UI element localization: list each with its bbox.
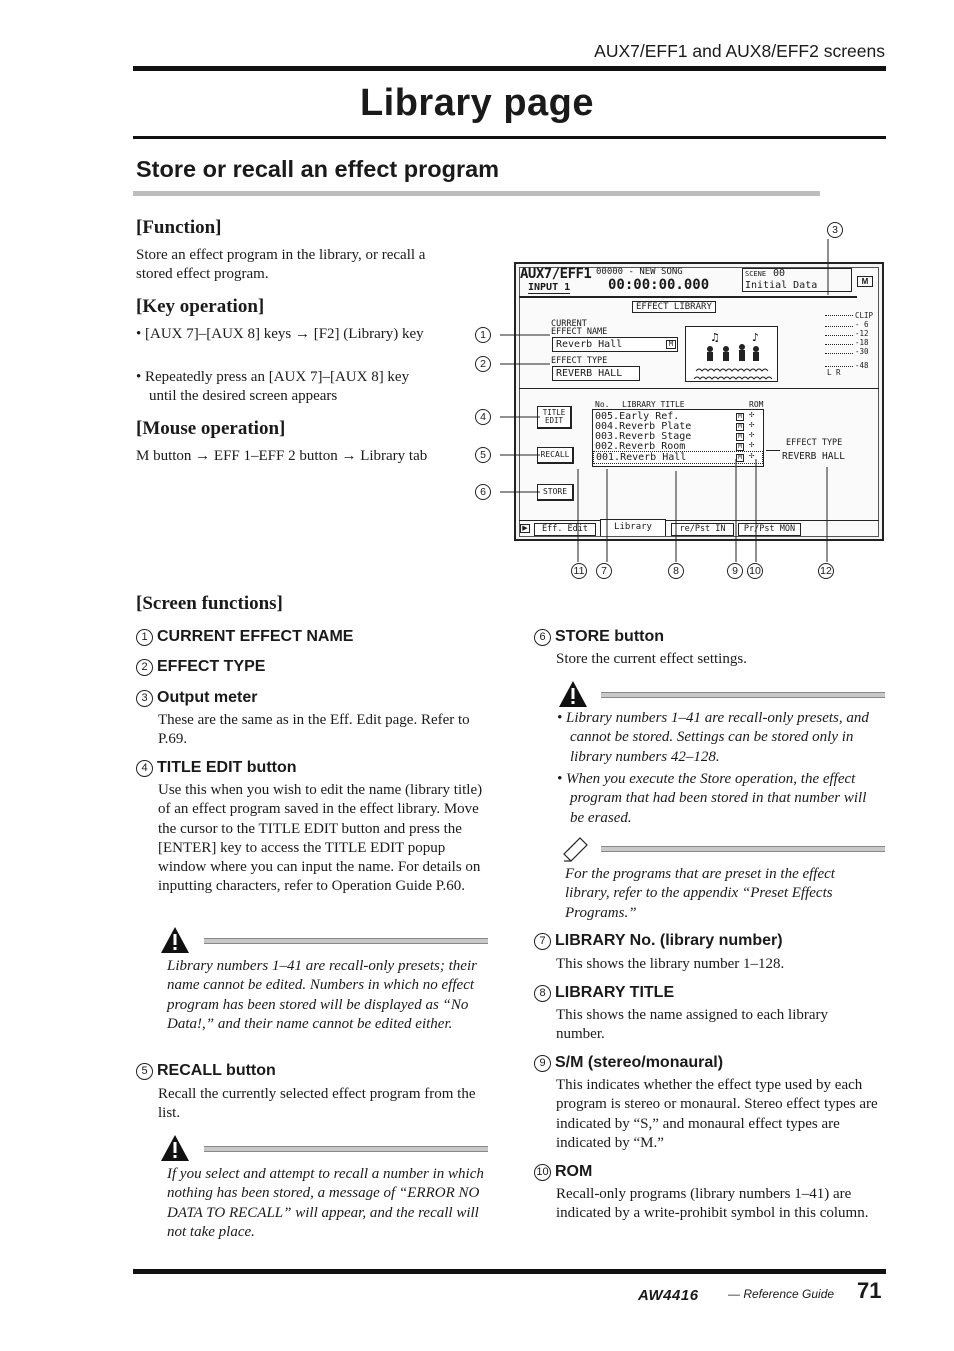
svg-text:♪: ♪ bbox=[752, 331, 760, 344]
meter-label: - 6 bbox=[855, 320, 869, 329]
section-title: Store or recall an effect program bbox=[136, 156, 500, 182]
section-bar bbox=[133, 191, 820, 196]
scene-name: Initial Data bbox=[745, 280, 818, 291]
callout-6: 6 bbox=[475, 484, 491, 500]
aux-label: AUX7/EFF1 bbox=[520, 266, 592, 282]
time-counter: 00:00:00.000 bbox=[608, 277, 710, 293]
list-item[interactable]: 002.Reverb Room bbox=[595, 441, 686, 452]
callout-10: 10 bbox=[747, 563, 763, 579]
item-number: 9 bbox=[534, 1055, 551, 1072]
callout-9: 9 bbox=[727, 563, 743, 579]
warning-icon bbox=[160, 926, 190, 954]
item-title: S/M (stereo/monaural) bbox=[555, 1054, 724, 1071]
item-number: 10 bbox=[534, 1164, 551, 1181]
item-library-title bbox=[534, 984, 674, 1002]
rom-icon: ✢ bbox=[749, 430, 755, 440]
current-sm-mark: M bbox=[666, 340, 676, 349]
warning-text: Library numbers 1–41 are recall-only presets; their name cannot be edited. Numbers in which no effect program has been stored will be displayed as “No Data!,” and their name cannot be edited either. bbox=[167, 958, 477, 1032]
scene-number: 00 bbox=[773, 268, 786, 279]
current-label: CURRENT bbox=[551, 319, 587, 329]
list-item-selected[interactable]: 001.Reverb Hall bbox=[593, 451, 763, 464]
item-text: Use this when you wish to edit the name (library title) of an effect program saved in the effect library. Move the cursor to the TITLE EDIT button and press the [ENTER] key to access the TITLE EDIT popup window where you can input the name. For details on inputting characters, refer to Operation Guide P.60. bbox=[158, 782, 483, 895]
list-item[interactable]: 004.Reverb Plate bbox=[595, 421, 692, 432]
rom-icon: ✢ bbox=[749, 410, 755, 420]
rom-icon: ✢ bbox=[749, 440, 755, 450]
callout-5: 5 bbox=[475, 447, 491, 463]
note-rule bbox=[601, 846, 885, 852]
warning-bullet: • Library numbers 1–41 are recall-only presets, and cannot be stored. Settings can be stored only in library numbers 42–128. bbox=[557, 710, 869, 765]
item-title: LIBRARY TITLE bbox=[555, 984, 675, 1001]
meter-label: -12 bbox=[855, 329, 869, 338]
item-text: This shows the name assigned to each library number. bbox=[556, 1007, 829, 1043]
item-title: Output meter bbox=[157, 689, 258, 706]
item-text: This indicates whether the effect type used by each program is stereo or monaural. Stereo effect types are indicated by “S,” and monaural effect types are indicated by “M.” bbox=[556, 1077, 878, 1151]
warning-text: If you select and attempt to recall a number in which nothing has been stored, a message of “ERROR NO DATA TO RECALL” will appear, and the recall will not take place. bbox=[167, 1166, 484, 1240]
meter-label: -18 bbox=[855, 338, 869, 347]
item-output-meter bbox=[136, 689, 257, 707]
item-library-no bbox=[534, 932, 783, 950]
meter-lr: L R bbox=[827, 368, 841, 377]
item-store bbox=[534, 628, 664, 646]
bottom-rule bbox=[133, 1269, 886, 1274]
item-recall bbox=[136, 1062, 276, 1080]
item-title: CURRENT EFFECT NAME bbox=[157, 628, 354, 645]
guide-label: — Reference Guide bbox=[728, 1287, 835, 1301]
item-title: ROM bbox=[555, 1163, 593, 1180]
sm-mark: M bbox=[736, 423, 744, 431]
rom-icon: ✢ bbox=[749, 420, 755, 430]
item-title-edit bbox=[136, 759, 297, 777]
callout-11: 11 bbox=[571, 563, 587, 579]
item-number: 6 bbox=[534, 629, 551, 646]
list-item[interactable]: 003.Reverb Stage bbox=[595, 431, 692, 442]
callout-8: 8 bbox=[668, 563, 684, 579]
item-title: LIBRARY No. (library number) bbox=[555, 932, 783, 949]
right-effect-type-label: EFFECT TYPE bbox=[786, 438, 843, 448]
input-label: INPUT 1 bbox=[528, 282, 571, 293]
meter-label: -48 bbox=[855, 361, 869, 370]
warning-rule bbox=[204, 938, 488, 944]
mouse-operation-text: M button → EFF 1–EFF 2 button → Library tab bbox=[136, 448, 428, 464]
callout-3: 3 bbox=[827, 222, 843, 238]
item-current-effect-name bbox=[136, 628, 353, 646]
item-text: These are the same as in the Eff. Edit page. Refer to P.69. bbox=[158, 712, 470, 748]
sm-mark: M bbox=[736, 454, 744, 462]
page-number: 71 bbox=[857, 1278, 882, 1303]
function-text: Store an effect program in the library, or recall a stored effect program. bbox=[136, 247, 426, 283]
warning-icon bbox=[558, 680, 588, 708]
warning-icon bbox=[160, 1134, 190, 1162]
song-name: 00000 - NEW SONG bbox=[596, 267, 683, 277]
item-number: 5 bbox=[136, 1063, 153, 1080]
item-number: 4 bbox=[136, 760, 153, 777]
callout-2: 2 bbox=[475, 356, 491, 372]
item-title: TITLE EDIT button bbox=[157, 759, 297, 776]
list-item[interactable]: 005.Early Ref. bbox=[595, 411, 680, 422]
sm-mark: M bbox=[736, 433, 744, 441]
item-title: STORE button bbox=[555, 628, 665, 645]
effect-name-label: EFFECT NAME bbox=[551, 327, 608, 337]
callout-4: 4 bbox=[475, 409, 491, 425]
tab-library[interactable]: Library bbox=[600, 519, 666, 536]
effect-type-value: REVERB HALL bbox=[552, 366, 640, 381]
store-button[interactable]: STORE bbox=[537, 484, 574, 501]
meter-label: -30 bbox=[855, 347, 869, 356]
item-number: 3 bbox=[136, 690, 153, 707]
list-header-no: No. bbox=[595, 400, 610, 409]
item-number: 7 bbox=[534, 933, 551, 950]
item-text: Recall-only programs (library numbers 1–41) are indicated by a write-prohibit symbol in this column. bbox=[556, 1186, 869, 1222]
current-effect-name: Reverb Hall bbox=[552, 337, 678, 352]
tab-scroll-icon[interactable]: ▶ bbox=[520, 524, 530, 533]
scene-label: SCENE bbox=[745, 270, 767, 278]
sm-mark: M bbox=[736, 443, 744, 451]
top-rule bbox=[133, 66, 886, 71]
key-operation-bullet: • [AUX 7]–[AUX 8] keys → [F2] (Library) key bbox=[136, 326, 424, 342]
effect-library-label: EFFECT LIBRARY bbox=[632, 301, 716, 313]
item-title: RECALL button bbox=[157, 1062, 276, 1079]
screen-functions-heading: [Screen functions] bbox=[136, 593, 283, 614]
effect-type-label: EFFECT TYPE bbox=[551, 356, 608, 366]
svg-text:♫: ♫ bbox=[710, 331, 720, 344]
item-text: This shows the library number 1–128. bbox=[556, 956, 785, 972]
callout-12: 12 bbox=[818, 563, 834, 579]
mouse-operation-heading: [Mouse operation] bbox=[136, 418, 286, 439]
item-title: EFFECT TYPE bbox=[157, 658, 266, 675]
item-effect-type bbox=[136, 658, 265, 676]
item-text: Recall the currently selected effect program from the list. bbox=[158, 1086, 476, 1122]
list-header-rom: ROM bbox=[749, 400, 764, 409]
right-effect-type-value: REVERB HALL bbox=[782, 451, 845, 462]
warning-bullet: • When you execute the Store operation, the effect program that had been stored in that number will be erased. bbox=[557, 771, 867, 826]
note-text: For the programs that are preset in the effect library, refer to the appendix “Preset Effects Programs.” bbox=[565, 866, 835, 921]
callout-1: 1 bbox=[475, 327, 491, 343]
warning-rule bbox=[204, 1146, 488, 1152]
list-header-title: LIBRARY TITLE bbox=[622, 400, 685, 409]
item-rom bbox=[534, 1163, 592, 1181]
tab-eff-edit[interactable]: Eff. Edit bbox=[534, 523, 596, 536]
rom-icon: ✢ bbox=[749, 451, 755, 461]
note-icon bbox=[560, 834, 590, 862]
title-rule bbox=[133, 136, 886, 139]
item-number: 2 bbox=[136, 659, 153, 676]
callout-7: 7 bbox=[596, 563, 612, 579]
item-text: Store the current effect settings. bbox=[556, 651, 747, 667]
product-logo: AW4416 bbox=[638, 1287, 699, 1304]
sm-mark: M bbox=[736, 413, 744, 421]
function-heading: [Function] bbox=[136, 217, 222, 238]
meter-label: CLIP bbox=[855, 311, 874, 320]
item-number: 1 bbox=[136, 629, 153, 646]
item-stereo-mono bbox=[534, 1054, 723, 1072]
running-title: AUX7/EFF1 and AUX8/EFF2 screens bbox=[594, 41, 885, 61]
tab-pre-pst-in[interactable]: re/Pst IN bbox=[671, 523, 734, 536]
page-title: Library page bbox=[359, 82, 595, 124]
warning-rule bbox=[601, 692, 885, 698]
item-number: 8 bbox=[534, 985, 551, 1002]
m-button[interactable]: M bbox=[857, 276, 873, 287]
tab-pre-pst-mon[interactable]: Pr/Pst MON bbox=[738, 523, 801, 536]
recall-button[interactable]: RECALL bbox=[537, 447, 574, 464]
key-operation-heading: [Key operation] bbox=[136, 296, 265, 317]
callout-leaders bbox=[460, 215, 860, 585]
key-operation-bullet: • Repeatedly press an [AUX 7]–[AUX 8] key until the desired screen appears bbox=[136, 369, 410, 405]
title-edit-button[interactable]: TITLE EDIT bbox=[537, 406, 572, 429]
